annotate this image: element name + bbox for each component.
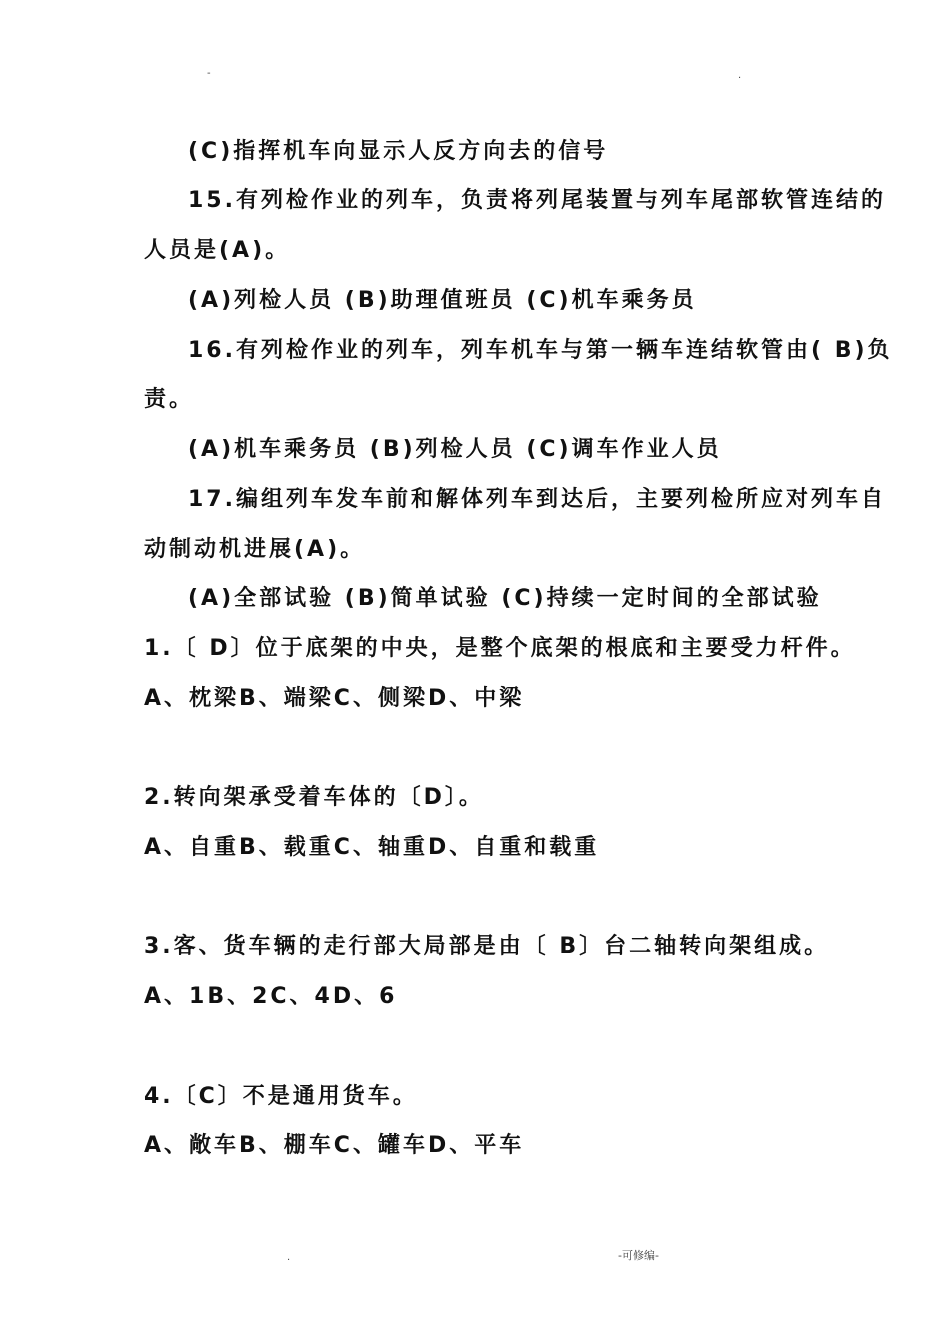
- option-line-14c: (C)指挥机车向显示人反方向去的信号: [188, 139, 609, 164]
- question-4: 4.〔C〕不是通用货车。: [144, 1084, 418, 1109]
- question-15-line-2: 人员是(A)。: [144, 238, 291, 263]
- question-15-options: (A)列检人员 (B)助理值班员 (C)机车乘务员: [188, 288, 697, 313]
- question-4-options: A、敞车B、棚车C、罐车D、平车: [144, 1133, 525, 1158]
- question-16-line-2: 责。: [144, 387, 195, 412]
- question-15-line-1: 15.有列检作业的列车，负责将列尾装置与列车尾部软管连结的: [188, 188, 886, 213]
- question-2: 2.转向架承受着车体的〔D〕。: [144, 785, 484, 810]
- header-left-mark: -: [207, 68, 211, 79]
- question-16-line-1: 16.有列检作业的列车，列车机车与第一辆车连结软管由( B)负: [188, 338, 893, 363]
- question-17-line-1: 17.编组列车发车前和解体列车到达后，主要列检所应对列车自: [188, 487, 886, 512]
- question-3: 3.客、货车辆的走行部大局部是由〔 B〕台二轴转向架组成。: [144, 934, 830, 959]
- question-1: 1.〔 D〕位于底架的中央，是整个底架的根底和主要受力杆件。: [144, 636, 856, 661]
- question-17-options: (A)全部试验 (B)简单试验 (C)持续一定时间的全部试验: [188, 586, 822, 611]
- header-right-mark: .: [738, 70, 742, 81]
- question-3-options: A、1B、2C、4D、6: [144, 984, 398, 1009]
- question-17-line-2: 动制动机进展(A)。: [144, 537, 366, 562]
- footer-editable-note: -可修编-: [618, 1249, 659, 1262]
- question-2-options: A、自重B、载重C、轴重D、自重和载重: [144, 835, 600, 860]
- question-16-options: (A)机车乘务员 (B)列检人员 (C)调车作业人员: [188, 437, 722, 462]
- footer-left-mark: .: [287, 1252, 291, 1263]
- question-1-options: A、枕梁B、端梁C、侧梁D、中梁: [144, 686, 525, 711]
